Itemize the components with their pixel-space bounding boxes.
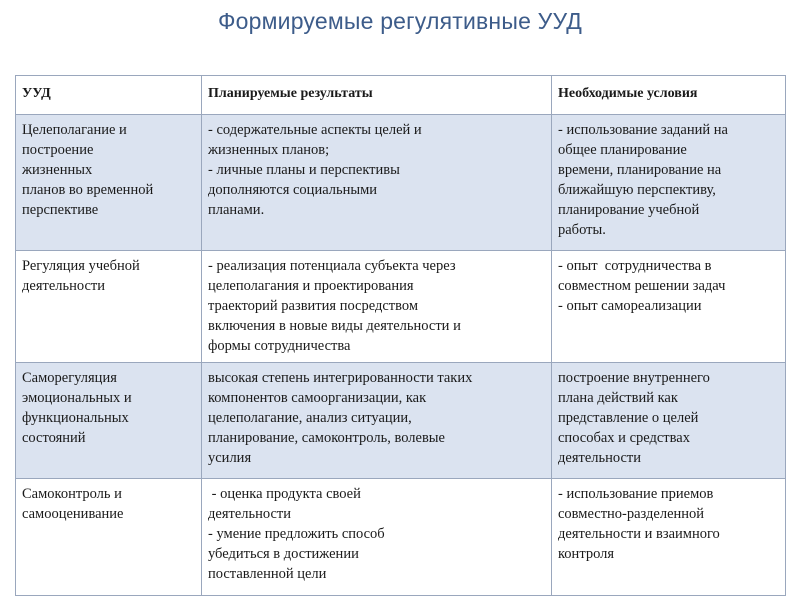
cell-line: Саморегуляция [22, 370, 117, 386]
cell-line: - опыт сотрудничества в [558, 258, 712, 274]
cell-line: времени, планирование на [558, 162, 722, 178]
cell-line: деятельности и взаимного [558, 526, 720, 542]
cell-line: деятельности [22, 278, 106, 294]
cell-line: представление о целей [558, 410, 699, 426]
cell-line: компонентов самоорганизации, как [208, 390, 427, 406]
cell-line: общее планирование [558, 142, 687, 158]
cell-line: траекторий развития посредством [208, 298, 419, 314]
cell-line: контроля [558, 546, 615, 562]
cell-uud [16, 115, 202, 251]
cell-line: - оценка продукта своей [208, 486, 361, 502]
cell-line: совместном решении задач [558, 278, 726, 294]
cell-line: целеполагание, анализ ситуации, [208, 410, 412, 426]
cell-line: - умение предложить способ [208, 526, 385, 542]
cell-line: способах и средствах [558, 430, 690, 446]
cell-line: ближайшую перспективу, [558, 182, 716, 198]
page-title: Формируемые регулятивные УУД [217, 8, 583, 34]
cell-line: формы сотрудничества [208, 338, 351, 354]
cell-line: построение внутреннего [558, 370, 710, 386]
cell-line: поставленной цели [208, 566, 327, 582]
cell-uud [16, 363, 202, 479]
cell-line: высокая степень интегрированности таких [208, 370, 473, 386]
cell-line: планами. [208, 202, 265, 218]
table-row [16, 251, 786, 363]
cell-line: - реализация потенциала субъекта через [208, 258, 456, 274]
cell-line: состояний [22, 430, 86, 446]
cell-line: убедиться в достижении [208, 546, 359, 562]
cell-line: планов во временной [22, 182, 154, 198]
cell-line: планирование, самоконтроль, волевые [208, 430, 445, 446]
cell-results [202, 363, 552, 479]
cell-conditions [552, 251, 786, 363]
cell-line: деятельности [558, 450, 642, 466]
cell-line: плана действий как [558, 390, 678, 406]
table-header-row [16, 76, 786, 115]
cell-line: целеполагания и проектирования [208, 278, 414, 294]
table-row [16, 115, 786, 251]
cell-line: функциональных [22, 410, 129, 426]
cell-line: - личные планы и перспективы [208, 162, 400, 178]
header-results: Планируемые результаты [202, 76, 552, 115]
cell-line: - использование приемов [558, 486, 714, 502]
cell-uud [16, 479, 202, 596]
cell-results [202, 251, 552, 363]
cell-line: работы. [558, 222, 606, 238]
table-row [16, 363, 786, 479]
cell-line: перспективе [22, 202, 99, 218]
cell-line: планирование учебной [558, 202, 700, 218]
cell-line: Регуляция учебной [22, 258, 140, 274]
cell-line: - содержательные аспекты целей и [208, 122, 422, 138]
table-row [16, 479, 786, 596]
cell-line: самооценивание [22, 506, 124, 522]
header-conditions: Необходимые условия [552, 76, 786, 115]
cell-line: Целеполагание и [22, 122, 127, 138]
cell-line: включения в новые виды деятельности и [208, 318, 461, 334]
cell-uud [16, 251, 202, 363]
cell-results [202, 115, 552, 251]
cell-line: эмоциональных и [22, 390, 132, 406]
cell-conditions [552, 363, 786, 479]
cell-results [202, 479, 552, 596]
header-uud: УУД [16, 76, 202, 115]
uud-table [15, 75, 786, 596]
cell-line: деятельности [208, 506, 292, 522]
cell-conditions [552, 479, 786, 596]
cell-line: усилия [208, 450, 252, 466]
cell-line: жизненных планов; [208, 142, 330, 158]
cell-line: - использование заданий на [558, 122, 728, 138]
cell-conditions [552, 115, 786, 251]
cell-line: построение [22, 142, 94, 158]
cell-line: жизненных [22, 162, 93, 178]
cell-line: - опыт самореализации [558, 298, 702, 314]
cell-line: дополняются социальными [208, 182, 378, 198]
cell-line: Самоконтроль и [22, 486, 122, 502]
cell-line: совместно-разделенной [558, 506, 705, 522]
